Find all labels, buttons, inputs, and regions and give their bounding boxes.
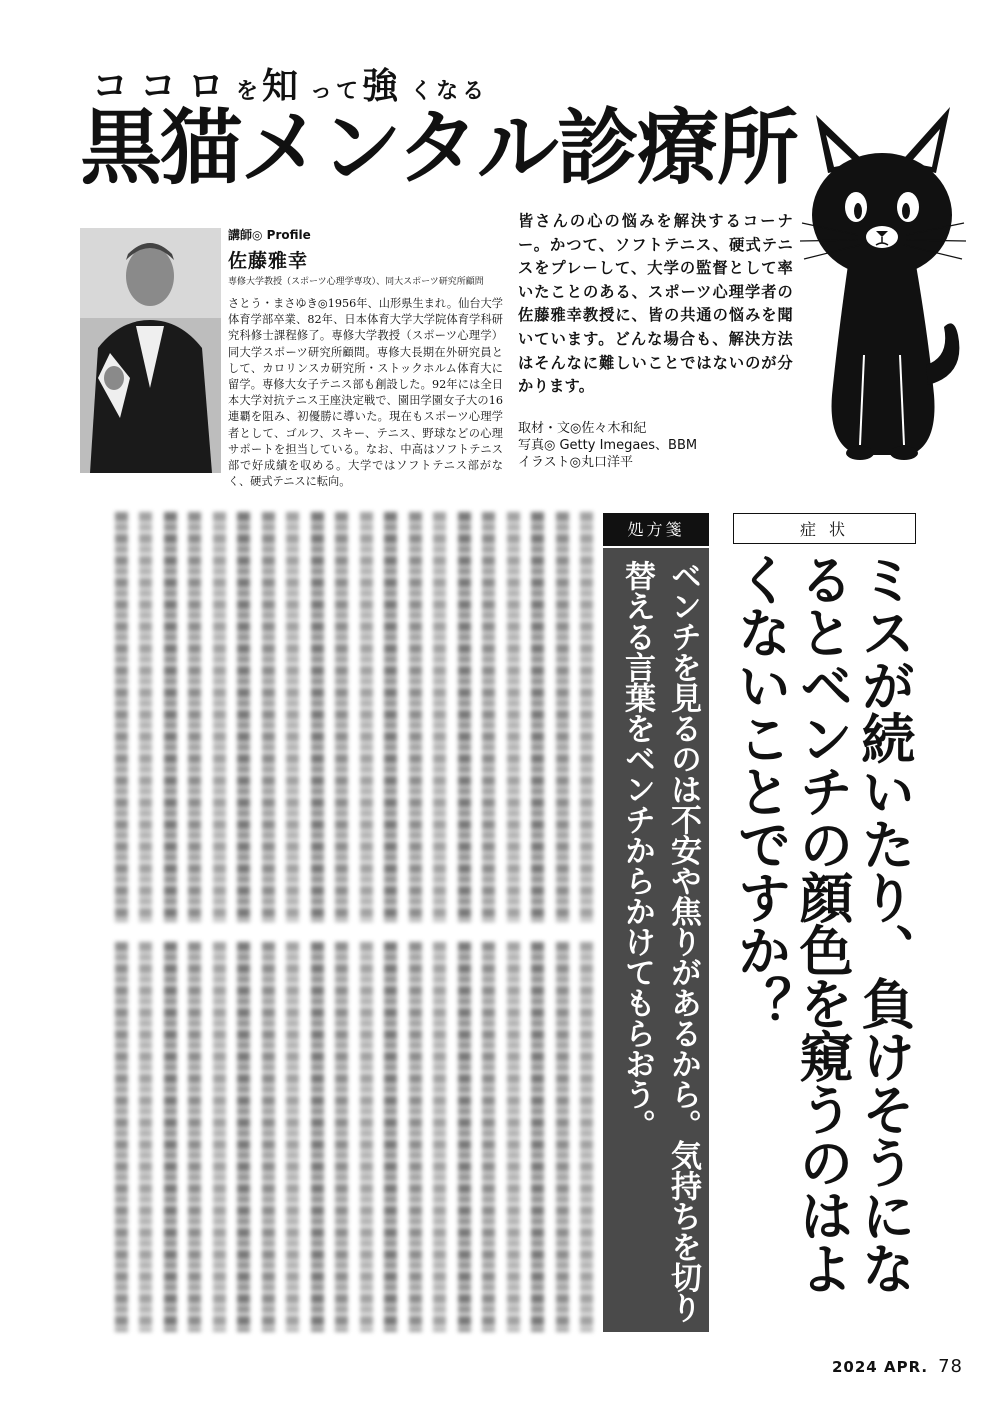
lecturer-photo <box>80 228 221 473</box>
blurred-text-column <box>507 512 520 922</box>
profile <box>228 226 503 490</box>
kicker-part: って <box>310 78 363 104</box>
blurred-text-column <box>482 942 495 1332</box>
blurred-text-column <box>164 942 177 1332</box>
blurred-text-column <box>286 512 299 922</box>
blurred-text-column <box>409 942 422 1332</box>
credit-writer: 取材・文◎佐々木和紀 <box>518 421 647 436</box>
page-title: 黒猫メンタル診療所 <box>80 101 797 196</box>
kicker-part: くなる <box>410 78 489 104</box>
blurred-text-column <box>262 512 275 922</box>
blurred-text-column <box>556 512 569 922</box>
credit-photo: 写真◎ Getty Imegaes、BBM <box>518 438 698 453</box>
blurred-text-column <box>286 942 299 1332</box>
blurred-text-column <box>531 942 544 1332</box>
issue-date: 2024 APR. <box>832 1358 929 1376</box>
profile-label: 講師◎ Profile <box>228 228 311 242</box>
blurred-text-column <box>580 942 593 1332</box>
page-footer <box>832 1356 963 1377</box>
blurred-text-column <box>237 512 250 922</box>
blurred-text-column <box>433 512 446 922</box>
credit-illustration: イラスト◎丸口洋平 <box>518 455 633 470</box>
blurred-text-column <box>458 942 471 1332</box>
blurred-text-column <box>213 512 226 922</box>
blurred-text-column <box>335 942 348 1332</box>
page-number: 78 <box>938 1356 964 1377</box>
kicker-part: 知 <box>262 65 311 107</box>
prescription-label: 処方箋 <box>603 513 709 546</box>
article-body-blurred <box>80 512 592 1332</box>
blurred-text-column <box>139 942 152 1332</box>
kicker-part: を <box>236 78 263 104</box>
blurred-text-column <box>311 512 324 922</box>
intro-text: 皆さんの心の悩みを解決するコーナー。かつて、ソフトテニス、硬式テニスをプレーして、大学の監督として率いたことのある、スポーツ心理学者の佐藤雅幸教授に、皆の共通の悩みを聞いています。どんな場合も、解決方法はそんなに難しいことではないのが分かります。 <box>518 212 793 396</box>
blurred-text-column <box>115 942 128 1332</box>
lecturer-bio: さとう・まさゆき◎1956年、山形県生まれ。仙台大学体育学部卒業、82年、日本体育大学大学院体育学科研究科修士課程修了。専修大学教授（スポーツ心理学）同大学スポーツ研究所顧問。専修大長期在外研究員として、カロリンスカ研究所・ストックホルム体育大に留学。専修大女子テニス部も創設した。92年には全日本大学対抗テニス王座決定戦で、園田学園女子大の16連覇を阻み、初優勝に導いた。現在もスポーツ心理学者として、ゴルフ、スキー、テニス、野球などの心理サポートを担当している。なお、中高はソフトテニス部で好成績を収める。大学ではソフトテニス部がなく、硬式テニスに転向。 <box>228 297 503 489</box>
blurred-text-column <box>188 942 201 1332</box>
lecturer-name: 佐藤雅幸 <box>228 250 309 272</box>
blurred-text-column <box>384 942 397 1332</box>
blurred-text-column <box>115 512 128 922</box>
person-silhouette-icon <box>80 228 221 473</box>
blurred-text-column <box>360 512 373 922</box>
blurred-text-column <box>262 942 275 1332</box>
credits <box>518 420 793 471</box>
kicker-part: ココロ <box>92 65 237 107</box>
blurred-text-column <box>458 512 471 922</box>
black-cat-illustration <box>798 95 968 465</box>
blurred-text-column <box>580 512 593 922</box>
blurred-text-column <box>482 512 495 922</box>
lecturer-position: 専修大学教授（スポーツ心理学専攻）、同大スポーツ研究所顧問 <box>228 277 484 287</box>
symptom-label: 症 状 <box>733 513 916 544</box>
kicker-part: 強 <box>362 65 411 107</box>
blurred-text-column <box>360 942 373 1332</box>
blurred-text-column <box>311 942 324 1332</box>
prescription-answer: ベンチを見るのは不安や焦りがあるから。気持ちを切り替える言葉をベンチからかけてもらおう。 <box>619 560 701 1323</box>
blurred-text-column <box>433 942 446 1332</box>
blurred-text-column <box>507 942 520 1332</box>
blurred-text-column <box>531 512 544 922</box>
blurred-text-column <box>139 512 152 922</box>
blurred-text-column <box>409 512 422 922</box>
blurred-text-column <box>335 512 348 922</box>
blurred-text-column <box>556 942 569 1332</box>
symptom-question: ミスが続いたり、負けそうになるとベンチの顔色を窺うのはよくないことですか？ <box>729 552 916 1294</box>
blurred-text-column <box>188 512 201 922</box>
blurred-text-column <box>384 512 397 922</box>
blurred-text-column <box>164 512 177 922</box>
blurred-text-column <box>213 942 226 1332</box>
blurred-text-column <box>237 942 250 1332</box>
